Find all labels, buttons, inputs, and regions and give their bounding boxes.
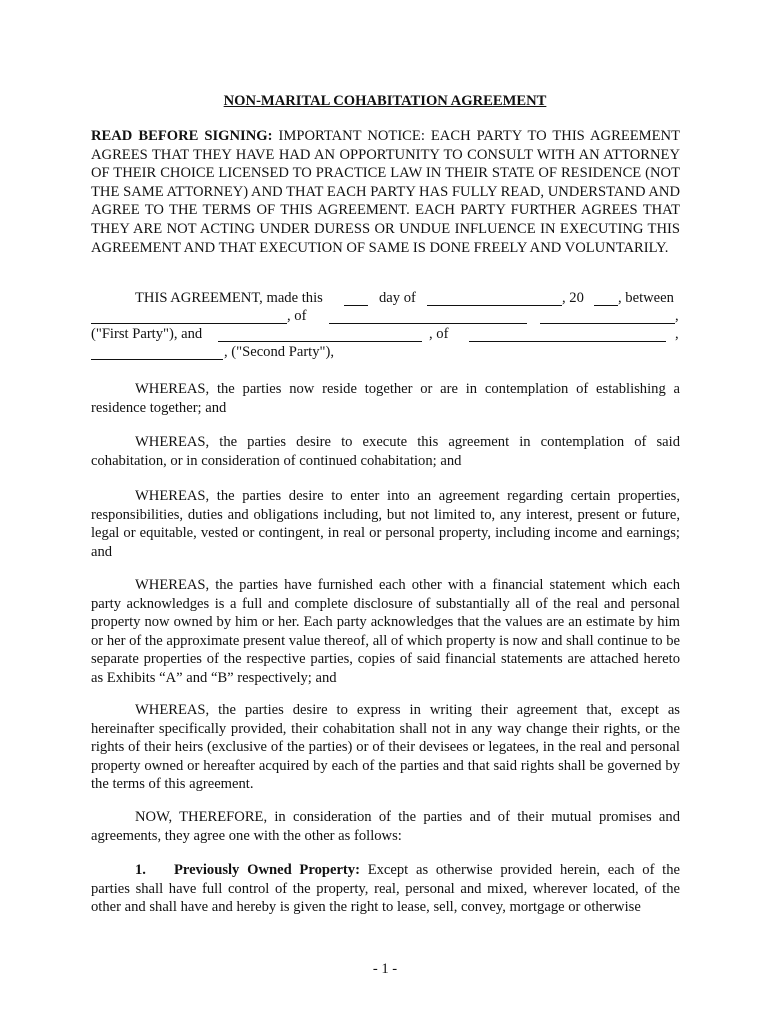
preamble-line-3: [91, 326, 680, 345]
whereas-paragraph-5: WHEREAS, the parties desire to express in writing their agreement that, except as hereinafter specifically provided, their cohabitation shall not in any way change their rights, or the rights of their heirs (exclusive of the parties) or of their devisees or legatees, in the real and personal property owned or hereafter acquired by each of the parties and that said rights shall be governed by the terms of this agreement.: [91, 702, 680, 793]
section-1-paragraph: [91, 861, 680, 917]
month-blank[interactable]: [427, 293, 562, 306]
section-1-number: 1.: [135, 862, 146, 878]
preamble-of-2: , of: [429, 326, 449, 342]
second-party-city-blank[interactable]: [91, 347, 223, 360]
now-therefore-paragraph: NOW, THEREFORE, in consideration of the parties and of their mutual promises and agreements, they agree one with the other as follows:: [91, 809, 680, 844]
notice-paragraph: [91, 127, 680, 257]
preamble-comma: ,: [675, 308, 679, 324]
day-blank[interactable]: [344, 293, 368, 306]
whereas-paragraph-4: WHEREAS, the parties have furnished each other with a financial statement which each party acknowledges is a full and complete disclosure of substantially all of the real and personal property now owned by him or her. Each party acknowledges that the values are an estimate by him or her of the approximate present value thereof, all of which property is now and shall continue to be separate properties of the respective parties, copies of said financial statements are attached hereto as Exhibits “A” and “B” respectively; and: [91, 577, 680, 686]
first-party-city-blank[interactable]: [540, 311, 675, 324]
preamble-made-this: THIS AGREEMENT, made this: [135, 290, 323, 306]
preamble-second-party: , ("Second Party"),: [224, 344, 334, 360]
preamble-line-4: [91, 344, 680, 363]
preamble-of: , of: [287, 308, 307, 324]
whereas-paragraph-1: WHEREAS, the parties now reside together or are in contemplation of establishing a residence together; and: [91, 381, 680, 416]
page-number: - 1 -: [372, 961, 398, 977]
preamble-between: , between: [618, 290, 674, 306]
section-1-heading: Previously Owned Property:: [173, 862, 360, 878]
preamble-line-2: [91, 308, 680, 327]
second-party-address-blank[interactable]: [469, 329, 666, 342]
preamble-day-of: day of: [379, 290, 416, 306]
whereas-paragraph-2: WHEREAS, the parties desire to execute this agreement in contemplation of said cohabitation, or in consideration of continued cohabitation; and: [91, 434, 680, 469]
first-party-address-blank[interactable]: [329, 311, 527, 324]
preamble-comma-2: ,: [675, 326, 679, 342]
document-title: NON-MARITAL COHABITATION AGREEMENT: [223, 93, 547, 109]
preamble-year-prefix: , 20: [562, 290, 584, 306]
first-party-name-blank[interactable]: [91, 311, 287, 324]
year-blank[interactable]: [594, 293, 618, 306]
preamble-line-1: [91, 290, 680, 309]
preamble-first-party: ("First Party"), and: [91, 326, 203, 342]
notice-lead: READ BEFORE SIGNING:: [91, 128, 273, 144]
second-party-name-blank[interactable]: [218, 329, 422, 342]
notice-text: IMPORTANT NOTICE: EACH PARTY TO THIS AGREEMENT AGREES THAT THEY HAVE HAD AN OPPORTUNITY TO CONSULT WITH AN ATTORNEY OF THEIR CHOICE LICENSED TO PRACTICE LAW IN THEIR STATE OF RESIDENCE (NOT THE SAME ATTORNEY) AND THAT EACH PARTY HAS FULLY READ, UNDERSTAND AND AGREE TO THE TERMS OF THIS AGREEMENT. EACH PARTY FURTHER AGREES THAT THEY ARE NOT ACTING UNDER DURESS OR UNDUE INFLUENCE IN EXECUTING THIS AGREEMENT AND THAT EXECUTION OF SAME IS DONE FREELY AND VOLUNTARILY.: [91, 128, 680, 256]
section-1-text: Except as otherwise provided herein, each of the parties shall have full control of the property, real, personal and mixed, wherever located, of the other and shall have and hereby is given the right to lease, sell, convey, mortgage or otherwise: [91, 862, 681, 916]
whereas-paragraph-3: WHEREAS, the parties desire to enter into an agreement regarding certain properties, responsibilities, duties and obligations including, but not limited to, any interest, present or future, legal or equitable, vested or contingent, in real or personal property, including income and earnings; and: [91, 488, 680, 560]
